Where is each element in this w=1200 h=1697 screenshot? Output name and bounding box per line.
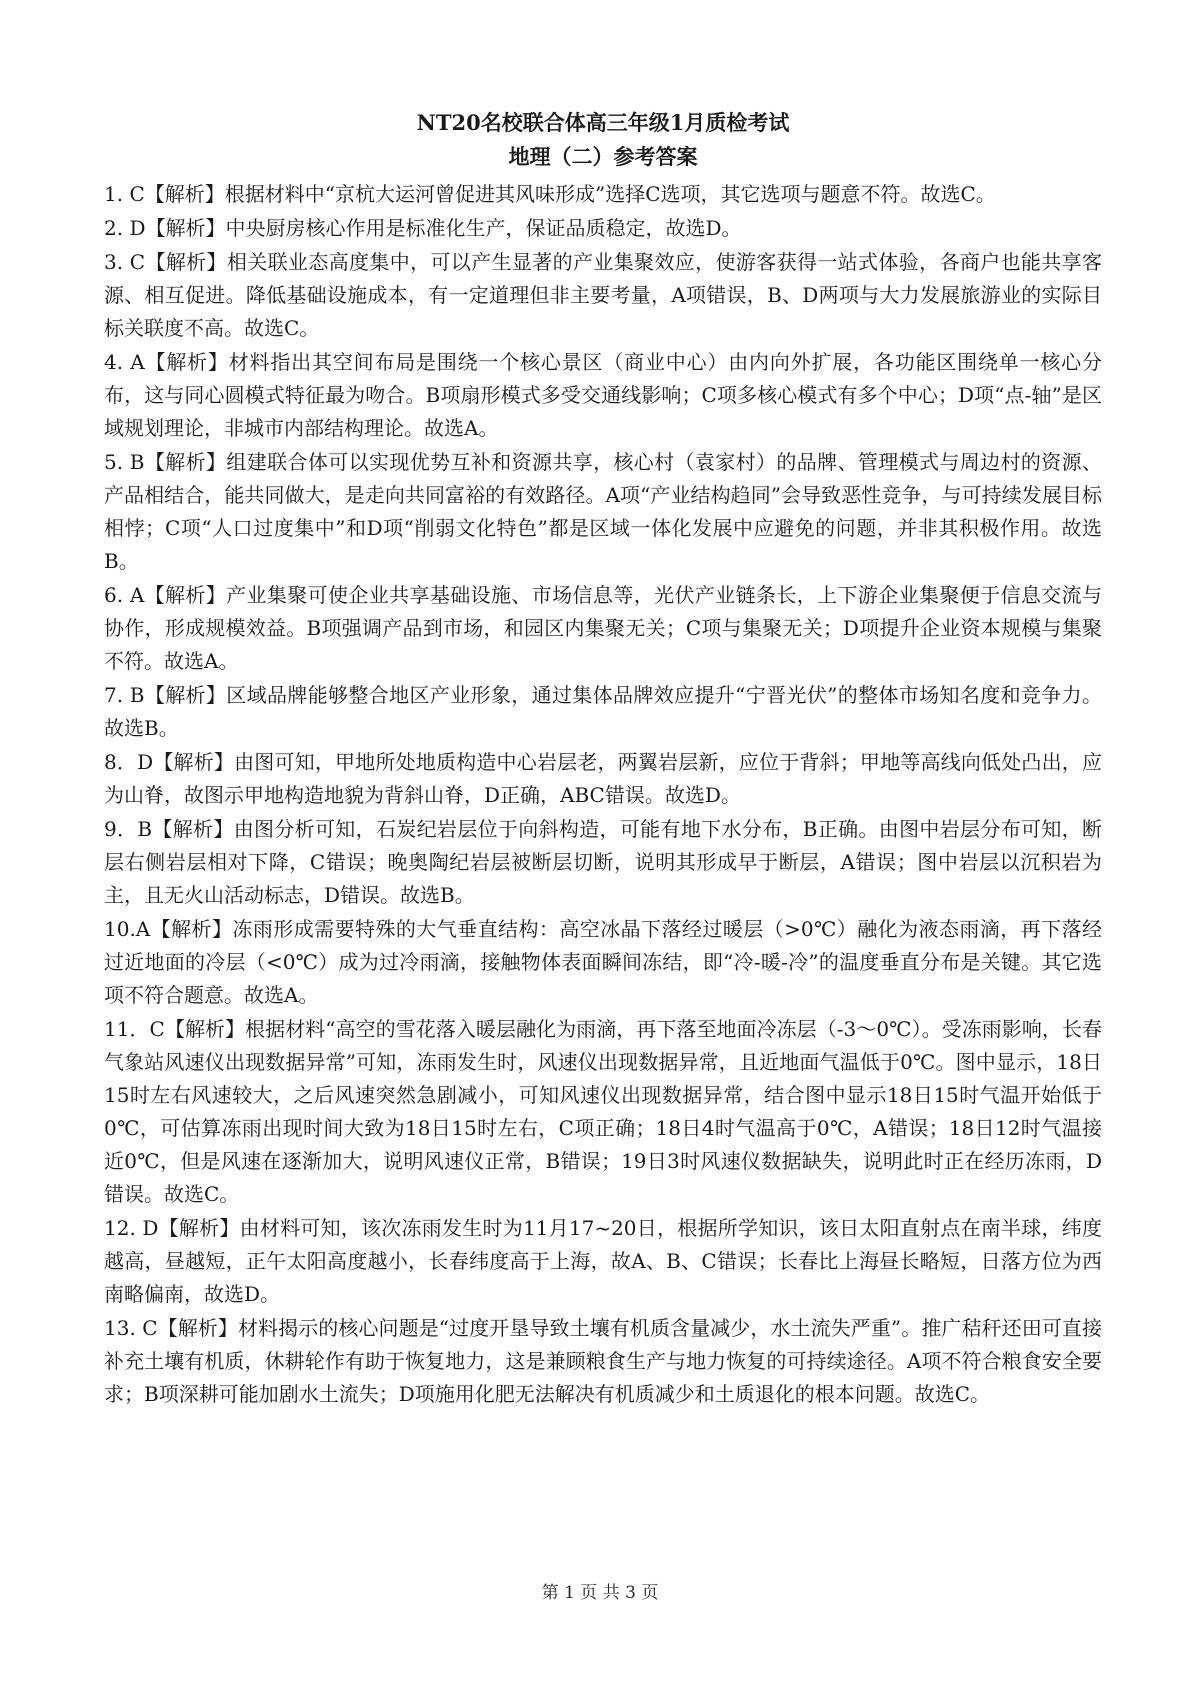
answer-item-3: 3. C【解析】相关联业态高度集中，可以产生显著的产业集聚效应，使游客获得一站式体验，各商户也能共享客源、相互促进。降低基础设施成本，有一定道理但非主要考量，A项错误，B、D两项与大力发展旅游业的实际目标关联度不高。故选C。 <box>104 250 1102 340</box>
subject-title: 地理（二）参考答案 <box>508 144 698 169</box>
page-number: 第 1 页 共 3 页 <box>541 1583 659 1603</box>
answer-item-12: 12. D【解析】由材料可知，该次冻雨发生时为11月17~20日，根据所学知识，该日太阳直射点在南半球，纬度越高，昼越短，正午太阳高度越小，长春纬度高于上海，故A、B、C错误；长春比上海昼长略短，日落方位为西南略偏南，故选D。 <box>104 1216 1102 1306</box>
answer-item-5: 5. B【解析】组建联合体可以实现优势互补和资源共享，核心村（袁家村）的品牌、管理模式与周边村的资源、产品相结合，能共同做大，是走向共同富裕的有效路径。A项“产业结构趋同”会导致恶性竞争，与可持续发展目标相悖；C项“人口过度集中”和D项“削弱文化特色”都是区域一体化发展中应避免的问题，并非其积极作用。故选B。 <box>104 450 1102 573</box>
answer-item-4: 4. A【解析】材料指出其空间布局是围绕一个核心景区（商业中心）由内向外扩展，各功能区围绕单一核心分布，这与同心圆模式特征最为吻合。B项扇形模式多受交通线影响；C项多核心模式有多个中心；D项“点-轴”是区域规划理论，非城市内部结构理论。故选A。 <box>104 350 1102 440</box>
answer-item-9: 9．B【解析】由图分析可知，石炭纪岩层位于向斜构造，可能有地下水分布，B正确。由图中岩层分布可知，断层右侧岩层相对下降，C错误；晚奥陶纪岩层被断层切断，说明其形成早于断层，A错误；图中岩层以沉积岩为主，且无火山活动标志，D错误。故选B。 <box>104 817 1102 907</box>
answer-item-7: 7. B【解析】区域品牌能够整合地区产业形象，通过集体品牌效应提升“宁晋光伏”的整体市场知名度和竞争力。故选B。 <box>104 683 1102 740</box>
answer-item-6: 6. A【解析】产业集聚可使企业共享基础设施、市场信息等，光伏产业链条长，上下游企业集聚便于信息交流与协作，形成规模效益。B项强调产品到市场，和园区内集聚无关；C项与集聚无关；D项提升企业资本规模与集聚不符。故选A。 <box>104 583 1102 673</box>
answer-item-10: 10.A【解析】冻雨形成需要特殊的大气垂直结构：高空冰晶下落经过暖层（>0℃）融化为液态雨滴，再下落经过近地面的冷层（<0℃）成为过冷雨滴，接触物体表面瞬间冻结，即“冷-暖-冷”的温度垂直分布是关键。其它选项不符合题意。故选A。 <box>104 917 1102 1007</box>
answer-item-1: 1. C【解析】根据材料中“京杭大运河曾促进其风味形成”选择C选项，其它选项与题意不符。故选C。 <box>104 182 996 206</box>
exam-title: NT20名校联合体高三年级1月质检考试 <box>416 110 790 135</box>
answer-item-8: 8．D【解析】由图可知，甲地所处地质构造中心岩层老，两翼岩层新，应位于背斜；甲地等高线向低处凸出，应为山脊，故图示甲地构造地貌为背斜山脊，D正确，ABC错误。故选D。 <box>104 750 1102 807</box>
answer-item-2: 2. D【解析】中央厨房核心作用是标准化生产，保证品质稳定，故选D。 <box>104 216 742 240</box>
answer-list <box>104 178 1102 1411</box>
answer-item-11: 11．C【解析】根据材料“高空的雪花落入暖层融化为雨滴，再下落至地面冷冻层（-3～0℃）。受冻雨影响，长春气象站风速仪出现数据异常”可知，冻雨发生时，风速仪出现数据异常，且近地面气温低于0℃。图中显示，18日15时左右风速较大，之后风速突然急剧减小，可知风速仪出现数据异常，结合图中显示18日15时气温开始低于0℃，可估算冻雨出现时间大致为18日15时左右，C项正确；18日4时气温高于0℃，A错误；18日12时气温接近0℃，但是风速在逐渐加大，说明风速仪正常，B错误；19日3时风速仪数据缺失，说明此时正在经历冻雨，D错误。故选C。 <box>104 1017 1102 1206</box>
answer-item-13: 13. C【解析】材料揭示的核心问题是“过度开垦导致土壤有机质含量减少，水土流失严重”。推广秸秆还田可直接补充土壤有机质，休耕轮作有助于恢复地力，这是兼顾粮食生产与地力恢复的可持续途径。A项不符合粮食安全要求；B项深耕可能加剧水土流失；D项施用化肥无法解决有机质减少和土质退化的根本问题。故选C。 <box>104 1316 1102 1406</box>
